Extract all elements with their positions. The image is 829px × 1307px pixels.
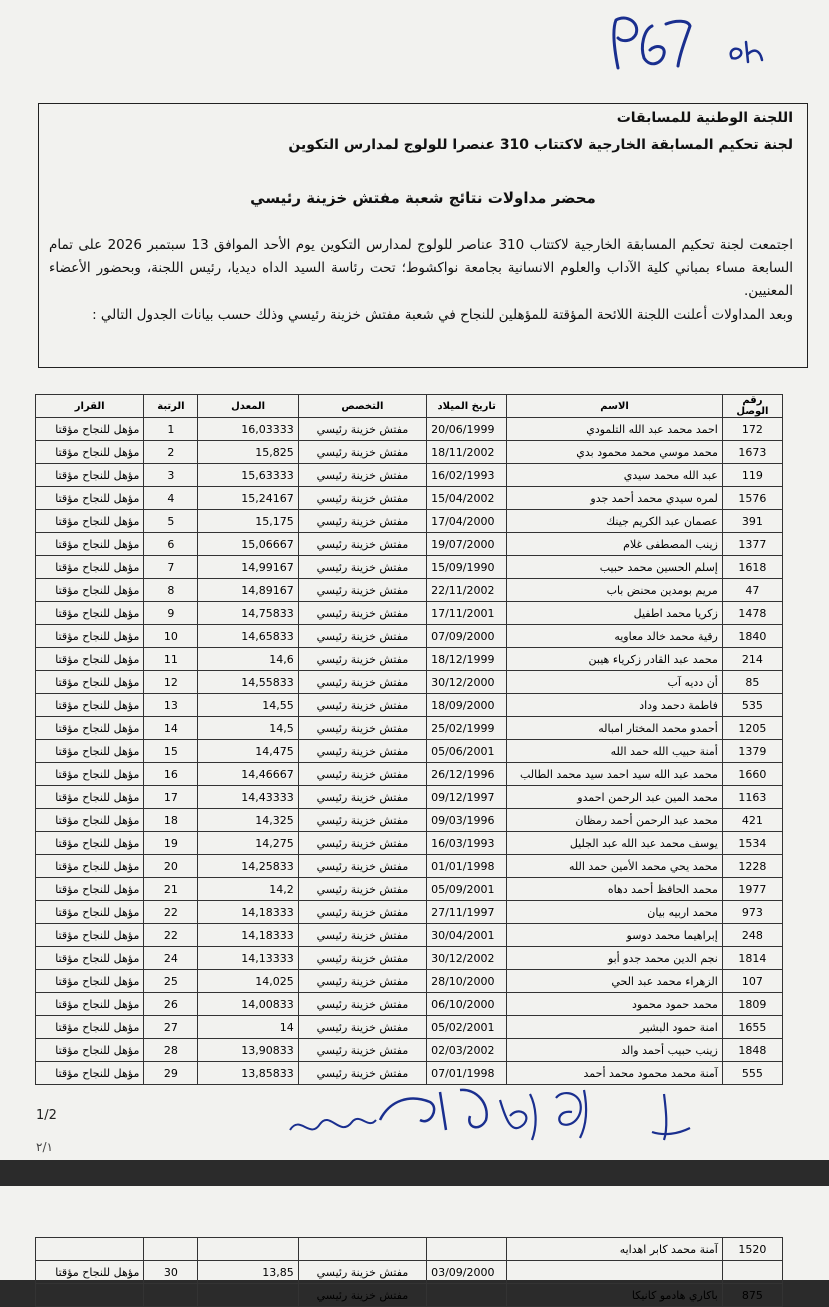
cell-dob: 16/03/1993 — [427, 832, 507, 855]
cell-id: 1673 — [722, 441, 782, 464]
cell-dob: 03/09/2000 — [427, 1261, 507, 1284]
cell-rank: 13 — [144, 694, 198, 717]
cell-name: إسلم الحسين محمد حبيب — [507, 556, 723, 579]
cell-dob: 05/09/2001 — [427, 878, 507, 901]
cell-name: محمد عبد القادر زكرياء هيبن — [507, 648, 723, 671]
cell-spec: مفتش خزينة رئيسي — [298, 602, 426, 625]
cell-id: 1660 — [722, 763, 782, 786]
cell-id: 1478 — [722, 602, 782, 625]
table-row — [36, 832, 783, 855]
cell-name: محمد الحافظ أحمد دهاه — [507, 878, 723, 901]
signatures — [280, 1080, 700, 1155]
header-decision: القرار — [36, 395, 144, 418]
cell-decision: مؤهل للنجاح مؤقتا — [36, 464, 144, 487]
cell-decision: مؤهل للنجاح مؤقتا — [36, 1039, 144, 1062]
cell-name: محمد اربيه بيان — [507, 901, 723, 924]
cell-spec: مفتش خزينة رئيسي — [298, 878, 426, 901]
cell-id: 47 — [722, 579, 782, 602]
cell-avg: 16,03333 — [198, 418, 298, 441]
table-row — [36, 694, 783, 717]
cell-name: لمره سيدي محمد أحمد جدو — [507, 487, 723, 510]
cell-avg: 14,00833 — [198, 993, 298, 1016]
cell-rank: 25 — [144, 970, 198, 993]
cell-spec: مفتش خزينة رئيسي — [298, 579, 426, 602]
cell-decision: مؤهل للنجاح مؤقتا — [36, 993, 144, 1016]
intro-paragraph: اجتمعت لجنة تحكيم المسابقة الخارجية لاكتتاب 310 عناصر للولوج لمدارس التكوين يوم الأحد الموافق 13 سبتمبر 2026 على تمام السابعة مساء بمباني كلية الآداب والعلوم الانسانية بجامعة نواكشوط؛ تحت رئاسة السيد الداه ديديا، رئيس اللجنة، وبحضور الأعضاء المعنيين. — [49, 237, 793, 299]
cell-spec: مفتش خزينة رئيسي — [298, 1284, 426, 1307]
cell-rank: 10 — [144, 625, 198, 648]
cell-dob: 19/07/2000 — [427, 533, 507, 556]
header-dob: تاريخ الميلاد — [427, 395, 507, 418]
header-avg: المعدل — [198, 395, 298, 418]
document-title: محضر مداولات نتائج شعبة مفتش خزينة رئيسي — [250, 189, 596, 207]
cell-id: 1848 — [722, 1039, 782, 1062]
cell-id: 1228 — [722, 855, 782, 878]
cell-avg: 14,475 — [198, 740, 298, 763]
cell-avg: 13,90833 — [198, 1039, 298, 1062]
cell-decision: مؤهل للنجاح مؤقتا — [36, 694, 144, 717]
cell-rank: 1 — [144, 418, 198, 441]
cell-avg: 14,325 — [198, 809, 298, 832]
cell-id: 875 — [722, 1284, 782, 1307]
cell-name: أمنة حبيب الله حمد الله — [507, 740, 723, 763]
cell-spec: مفتش خزينة رئيسي — [298, 947, 426, 970]
cell-avg: 15,24167 — [198, 487, 298, 510]
cell-dob: 07/09/2000 — [427, 625, 507, 648]
cell-spec: مفتش خزينة رئيسي — [298, 855, 426, 878]
cell-rank — [144, 1284, 198, 1307]
cell-avg: 14,13333 — [198, 947, 298, 970]
table-row — [36, 970, 783, 993]
cell-dob: 30/12/2000 — [427, 671, 507, 694]
cell-dob: 05/06/2001 — [427, 740, 507, 763]
cell-name — [507, 1261, 723, 1284]
cell-rank: 28 — [144, 1039, 198, 1062]
cell-avg: 14,6 — [198, 648, 298, 671]
committee-name: اللجنة الوطنية للمسابقات — [616, 110, 793, 126]
cell-avg: 15,175 — [198, 510, 298, 533]
cell-decision: مؤهل للنجاح مؤقتا — [36, 947, 144, 970]
cell-spec: مفتش خزينة رئيسي — [298, 901, 426, 924]
cell-rank: 22 — [144, 901, 198, 924]
table-row — [36, 1039, 783, 1062]
cell-name: زكريا محمد اطفيل — [507, 602, 723, 625]
cell-dob — [427, 1238, 507, 1261]
cell-id: 1814 — [722, 947, 782, 970]
header-box — [38, 103, 808, 368]
cell-avg: 13,85 — [198, 1261, 298, 1284]
cell-rank: 6 — [144, 533, 198, 556]
jury-name: لجنة تحكيم المسابقة الخارجية لاكتتاب 310 عنصرا للولوج لمدارس التكوين — [288, 137, 793, 153]
cell-avg: 14,99167 — [198, 556, 298, 579]
cell-rank: 26 — [144, 993, 198, 1016]
cell-id: 172 — [722, 418, 782, 441]
cell-avg: 14,2 — [198, 878, 298, 901]
cell-decision: مؤهل للنجاح مؤقتا — [36, 487, 144, 510]
cell-name: الزهراء محمد عبد الحي — [507, 970, 723, 993]
cell-decision: مؤهل للنجاح مؤقتا — [36, 441, 144, 464]
cell-dob: 01/01/1998 — [427, 855, 507, 878]
cell-name: امنة حمود البشير — [507, 1016, 723, 1039]
cell-rank: 15 — [144, 740, 198, 763]
table-row — [36, 1261, 783, 1284]
cell-spec: مفتش خزينة رئيسي — [298, 464, 426, 487]
cell-name: محمد حمود محمود — [507, 993, 723, 1016]
cell-rank: 21 — [144, 878, 198, 901]
cell-decision: مؤهل للنجاح مؤقتا — [36, 1062, 144, 1085]
cell-rank: 17 — [144, 786, 198, 809]
cell-avg: 14,46667 — [198, 763, 298, 786]
cell-name: زينب المصطفى غلام — [507, 533, 723, 556]
cell-name: باكاري هادمو كانيكا — [507, 1284, 723, 1307]
cell-rank: 4 — [144, 487, 198, 510]
cell-rank: 11 — [144, 648, 198, 671]
cell-decision: مؤهل للنجاح مؤقتا — [36, 924, 144, 947]
cell-dob: 17/11/2001 — [427, 602, 507, 625]
cell-avg: 14,275 — [198, 832, 298, 855]
cell-name: محمد عبد الرحمن أحمد رمظان — [507, 809, 723, 832]
cell-dob: 20/06/1999 — [427, 418, 507, 441]
cell-rank — [144, 1238, 198, 1261]
cell-avg: 14,18333 — [198, 901, 298, 924]
cell-dob: 17/04/2000 — [427, 510, 507, 533]
cell-id: 107 — [722, 970, 782, 993]
table-header-row — [36, 395, 783, 418]
cell-avg: 14,025 — [198, 970, 298, 993]
page-number: 1/2 — [36, 1108, 57, 1123]
cell-decision: مؤهل للنجاح مؤقتا — [36, 809, 144, 832]
cell-rank: 8 — [144, 579, 198, 602]
cell-spec: مفتش خزينة رئيسي — [298, 786, 426, 809]
cell-spec: مفتش خزينة رئيسي — [298, 1039, 426, 1062]
cell-decision: مؤهل للنجاح مؤقتا — [36, 717, 144, 740]
table-row — [36, 947, 783, 970]
cell-id: 1618 — [722, 556, 782, 579]
cell-id: 1977 — [722, 878, 782, 901]
cell-dob: 26/12/1996 — [427, 763, 507, 786]
cell-id: 535 — [722, 694, 782, 717]
table-row — [36, 924, 783, 947]
cell-decision: مؤهل للنجاح مؤقتا — [36, 855, 144, 878]
cell-id: 248 — [722, 924, 782, 947]
cell-avg: 14,75833 — [198, 602, 298, 625]
table-row — [36, 602, 783, 625]
table-row — [36, 993, 783, 1016]
header-rank: الرتبة — [144, 395, 198, 418]
cell-decision: مؤهل للنجاح مؤقتا — [36, 878, 144, 901]
cell-id: 1655 — [722, 1016, 782, 1039]
cell-spec: مفتش خزينة رئيسي — [298, 1261, 426, 1284]
cell-id: 973 — [722, 901, 782, 924]
cell-id: 1534 — [722, 832, 782, 855]
header-name: الاسم — [507, 395, 723, 418]
cell-decision: مؤهل للنجاح مؤقتا — [36, 786, 144, 809]
cell-rank: 30 — [144, 1261, 198, 1284]
cell-name: عبد الله محمد سيدي — [507, 464, 723, 487]
table-row — [36, 441, 783, 464]
handwritten-initials — [600, 8, 710, 78]
cell-decision: مؤهل للنجاح مؤقتا — [36, 556, 144, 579]
header-id: رقم الوصل — [722, 395, 782, 418]
cell-id: 85 — [722, 671, 782, 694]
cell-spec: مفتش خزينة رئيسي — [298, 671, 426, 694]
cell-spec: مفتش خزينة رئيسي — [298, 487, 426, 510]
cell-avg: 14,89167 — [198, 579, 298, 602]
cell-name: مريم بومدين محنض باب — [507, 579, 723, 602]
cell-decision: مؤهل للنجاح مؤقتا — [36, 901, 144, 924]
cell-decision — [36, 1238, 144, 1261]
cell-spec — [298, 1238, 426, 1261]
cell-decision: مؤهل للنجاح مؤقتا — [36, 1016, 144, 1039]
cell-spec: مفتش خزينة رئيسي — [298, 510, 426, 533]
cell-avg: 14,5 — [198, 717, 298, 740]
cell-avg: 14,65833 — [198, 625, 298, 648]
cell-decision: مؤهل للنجاح مؤقتا — [36, 740, 144, 763]
cell-avg: 15,825 — [198, 441, 298, 464]
table-row — [36, 625, 783, 648]
table-row — [36, 418, 783, 441]
table-row — [36, 855, 783, 878]
cell-dob: 30/04/2001 — [427, 924, 507, 947]
cell-id: 1379 — [722, 740, 782, 763]
cell-decision: مؤهل للنجاح مؤقتا — [36, 579, 144, 602]
handwritten-mark — [726, 38, 776, 68]
table-row — [36, 901, 783, 924]
table-row — [36, 1284, 783, 1307]
results-table-continued — [35, 1237, 783, 1307]
cell-decision: مؤهل للنجاح مؤقتا — [36, 1261, 144, 1284]
cell-avg: 14,43333 — [198, 786, 298, 809]
cell-spec: مفتش خزينة رئيسي — [298, 418, 426, 441]
table-row — [36, 717, 783, 740]
cell-decision: مؤهل للنجاح مؤقتا — [36, 625, 144, 648]
cell-decision: مؤهل للنجاح مؤقتا — [36, 510, 144, 533]
cell-spec: مفتش خزينة رئيسي — [298, 970, 426, 993]
cell-rank: 14 — [144, 717, 198, 740]
cell-dob — [427, 1284, 507, 1307]
cell-avg: 14,55833 — [198, 671, 298, 694]
table-row — [36, 740, 783, 763]
cell-decision: مؤهل للنجاح مؤقتا — [36, 418, 144, 441]
cell-rank: 20 — [144, 855, 198, 878]
table-row — [36, 1016, 783, 1039]
table-row — [36, 878, 783, 901]
cell-name: محمد عبد الله سيد احمد سيد محمد الطالب — [507, 763, 723, 786]
table-row — [36, 533, 783, 556]
cell-id: 119 — [722, 464, 782, 487]
cell-decision: مؤهل للنجاح مؤقتا — [36, 832, 144, 855]
cell-spec: مفتش خزينة رئيسي — [298, 993, 426, 1016]
cell-dob: 07/01/1998 — [427, 1062, 507, 1085]
cell-name: أن دديه آب — [507, 671, 723, 694]
cell-dob: 09/03/1996 — [427, 809, 507, 832]
table-row — [36, 786, 783, 809]
cell-dob: 25/02/1999 — [427, 717, 507, 740]
table-row — [36, 464, 783, 487]
cell-decision: مؤهل للنجاح مؤقتا — [36, 533, 144, 556]
cell-rank: 24 — [144, 947, 198, 970]
table-row — [36, 579, 783, 602]
cell-avg: 14,18333 — [198, 924, 298, 947]
cell-spec: مفتش خزينة رئيسي — [298, 694, 426, 717]
table-row — [36, 671, 783, 694]
cell-spec: مفتش خزينة رئيسي — [298, 763, 426, 786]
cell-dob: 18/11/2002 — [427, 441, 507, 464]
table-row — [36, 809, 783, 832]
table-row — [36, 1238, 783, 1261]
cell-id: 214 — [722, 648, 782, 671]
cell-name: نجم الدين محمد جدو أبو — [507, 947, 723, 970]
cell-avg: 13,85833 — [198, 1062, 298, 1085]
cell-name: يوسف محمد عبد الله عبد الجليل — [507, 832, 723, 855]
cell-dob: 22/11/2002 — [427, 579, 507, 602]
cell-spec: مفتش خزينة رئيسي — [298, 717, 426, 740]
table-row — [36, 510, 783, 533]
cell-name: رقية محمد خالد معاويه — [507, 625, 723, 648]
cell-name: عصمان عبد الكريم جينك — [507, 510, 723, 533]
cell-rank: 9 — [144, 602, 198, 625]
cell-dob: 06/10/2000 — [427, 993, 507, 1016]
cell-avg: 14,55 — [198, 694, 298, 717]
cell-dob: 15/09/1990 — [427, 556, 507, 579]
cell-dob: 30/12/2002 — [427, 947, 507, 970]
cell-dob: 02/03/2002 — [427, 1039, 507, 1062]
table-row — [36, 763, 783, 786]
cell-id: 1520 — [722, 1238, 782, 1261]
cell-id — [722, 1261, 782, 1284]
cell-name: إبراهيما محمد دوسو — [507, 924, 723, 947]
cell-rank: 16 — [144, 763, 198, 786]
cell-rank: 2 — [144, 441, 198, 464]
header-spec: التخصص — [298, 395, 426, 418]
cell-rank: 29 — [144, 1062, 198, 1085]
cell-spec: مفتش خزينة رئيسي — [298, 740, 426, 763]
cell-id: 391 — [722, 510, 782, 533]
cell-name: فاطمة دحمد وداد — [507, 694, 723, 717]
cell-spec: مفتش خزينة رئيسي — [298, 809, 426, 832]
table-row — [36, 556, 783, 579]
cell-id: 1163 — [722, 786, 782, 809]
cell-rank: 12 — [144, 671, 198, 694]
cell-spec: مفتش خزينة رئيسي — [298, 556, 426, 579]
cell-id: 1840 — [722, 625, 782, 648]
cell-dob: 18/12/1999 — [427, 648, 507, 671]
cell-id: 1205 — [722, 717, 782, 740]
cell-avg: 14 — [198, 1016, 298, 1039]
cell-rank: 18 — [144, 809, 198, 832]
cell-avg — [198, 1284, 298, 1307]
cell-id: 1377 — [722, 533, 782, 556]
cell-id: 1576 — [722, 487, 782, 510]
cell-spec: مفتش خزينة رئيسي — [298, 924, 426, 947]
cell-rank: 7 — [144, 556, 198, 579]
cell-dob: 05/02/2001 — [427, 1016, 507, 1039]
cell-rank: 22 — [144, 924, 198, 947]
cell-dob: 18/09/2000 — [427, 694, 507, 717]
cell-avg: 15,63333 — [198, 464, 298, 487]
cell-dob: 09/12/1997 — [427, 786, 507, 809]
cell-name: زينب حبيب أحمد والد — [507, 1039, 723, 1062]
cell-spec: مفتش خزينة رئيسي — [298, 441, 426, 464]
cell-id: 421 — [722, 809, 782, 832]
cell-dob: 28/10/2000 — [427, 970, 507, 993]
cell-rank: 27 — [144, 1016, 198, 1039]
cell-decision: مؤهل للنجاح مؤقتا — [36, 602, 144, 625]
results-table — [35, 394, 783, 1085]
cell-name: آمنة محمد محمود محمد أحمد — [507, 1062, 723, 1085]
cell-rank: 5 — [144, 510, 198, 533]
cell-avg — [198, 1238, 298, 1261]
page-number-arabic: ٢/١ — [36, 1140, 53, 1154]
cell-dob: 15/04/2002 — [427, 487, 507, 510]
cell-dob: 27/11/1997 — [427, 901, 507, 924]
cell-name: أحمدو محمد المختار امباله — [507, 717, 723, 740]
cell-spec: مفتش خزينة رئيسي — [298, 533, 426, 556]
cell-spec: مفتش خزينة رئيسي — [298, 1016, 426, 1039]
cell-rank: 19 — [144, 832, 198, 855]
table-row — [36, 487, 783, 510]
cell-decision: مؤهل للنجاح مؤقتا — [36, 970, 144, 993]
cell-decision: مؤهل للنجاح مؤقتا — [36, 671, 144, 694]
cell-id: 555 — [722, 1062, 782, 1085]
cell-decision — [36, 1284, 144, 1307]
cell-decision: مؤهل للنجاح مؤقتا — [36, 763, 144, 786]
results-paragraph: وبعد المداولات أعلنت اللجنة اللائحة المؤقتة للمؤهلين للنجاح في شعبة مفتش خزينة رئيسي وذلك حسب بيانات الجدول التالي : — [92, 307, 793, 323]
cell-avg: 15,06667 — [198, 533, 298, 556]
table-row — [36, 648, 783, 671]
cell-spec: مفتش خزينة رئيسي — [298, 625, 426, 648]
cell-dob: 16/02/1993 — [427, 464, 507, 487]
cell-avg: 14,25833 — [198, 855, 298, 878]
cell-decision: مؤهل للنجاح مؤقتا — [36, 648, 144, 671]
cell-rank: 3 — [144, 464, 198, 487]
cell-name: احمد محمد عبد الله التلمودي — [507, 418, 723, 441]
cell-spec: مفتش خزينة رئيسي — [298, 648, 426, 671]
cell-spec: مفتش خزينة رئيسي — [298, 1062, 426, 1085]
cell-name: آمنة محمد كابر اهدايه — [507, 1238, 723, 1261]
cell-spec: مفتش خزينة رئيسي — [298, 832, 426, 855]
cell-name: محمد موسي محمد محمود بدي — [507, 441, 723, 464]
cell-id: 1809 — [722, 993, 782, 1016]
cell-name: محمد المين عبد الرحمن احمدو — [507, 786, 723, 809]
cell-name: محمد يحي محمد الأمين حمد الله — [507, 855, 723, 878]
